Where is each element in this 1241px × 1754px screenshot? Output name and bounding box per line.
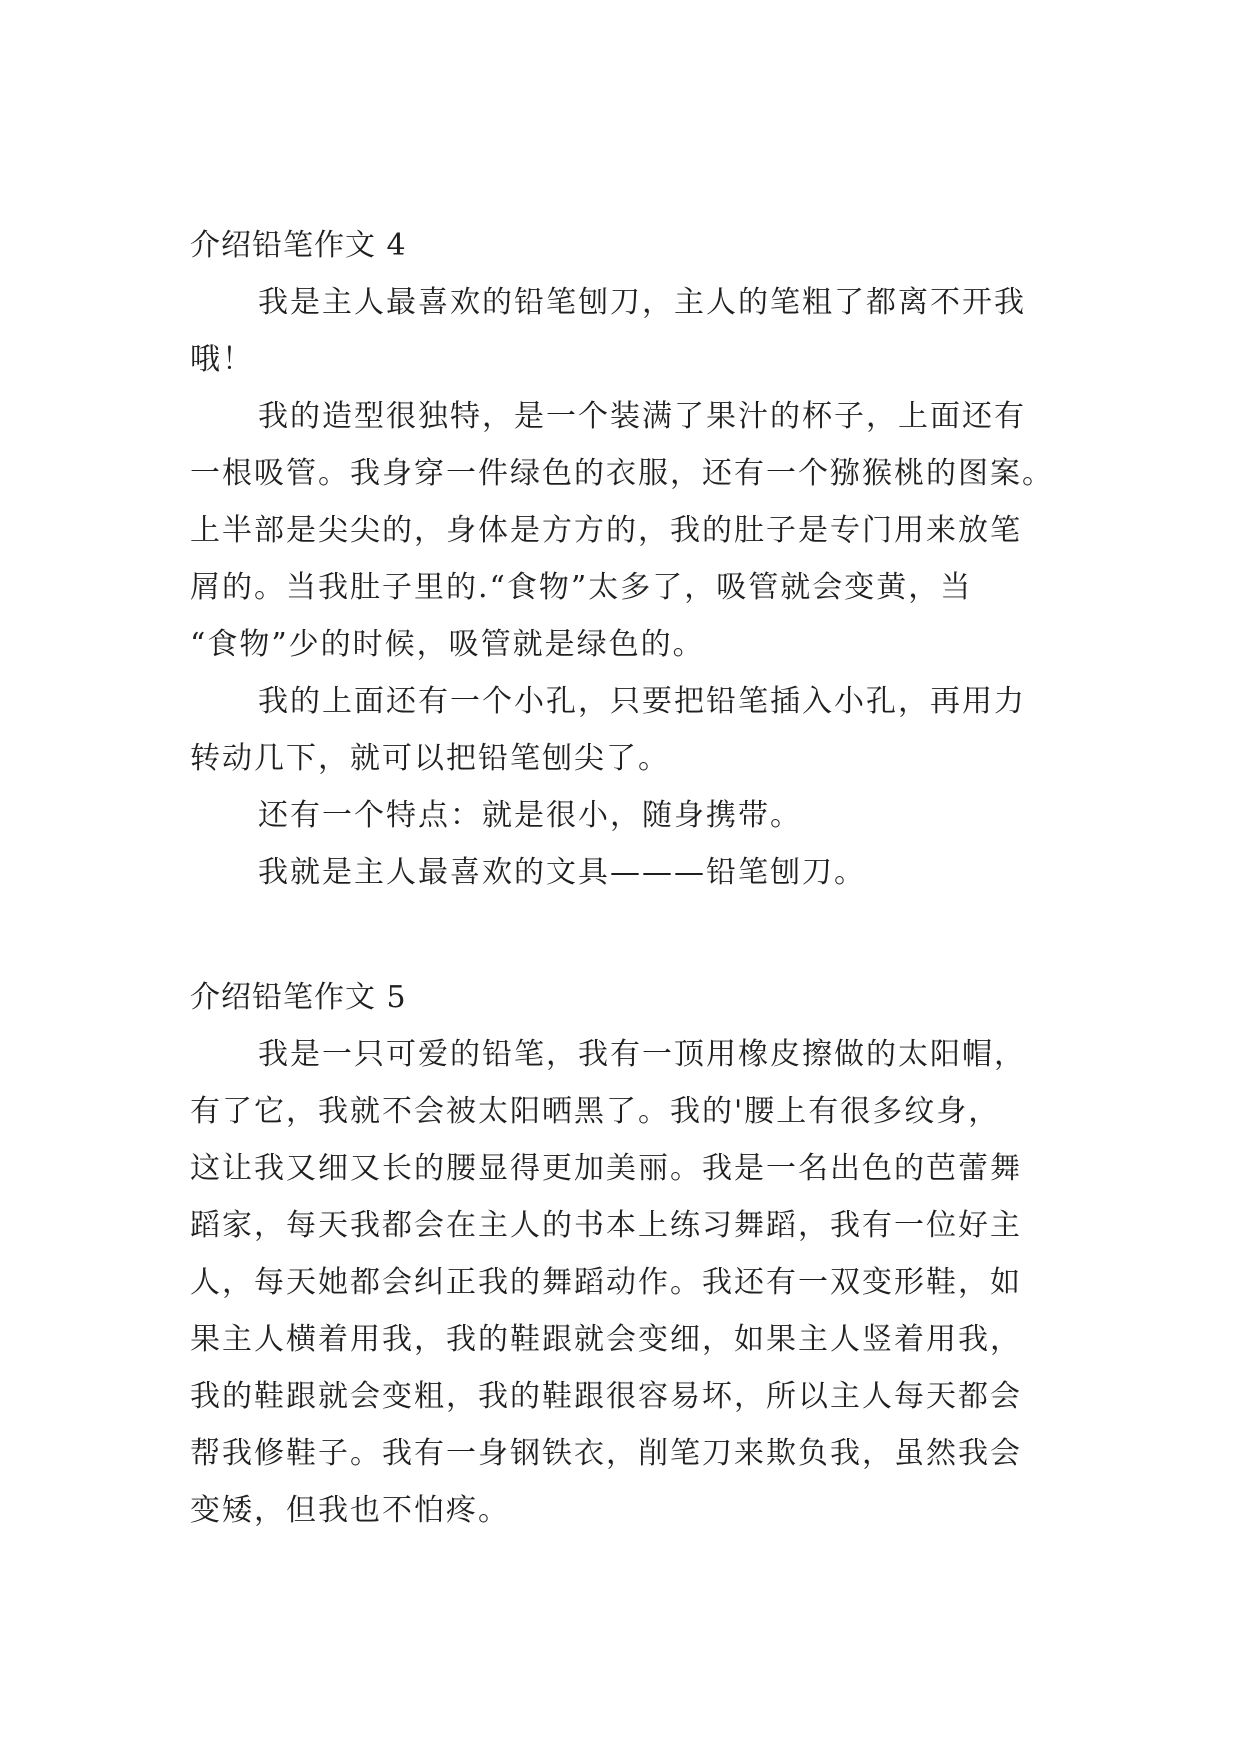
paragraph-line: 果主人横着用我，我的鞋跟就会变细，如果主人竖着用我， xyxy=(190,1322,1022,1357)
paragraph-line: 一根吸管。我身穿一件绿色的衣服，还有一个猕猴桃的图案。 xyxy=(190,456,1054,491)
paragraph-line: 上半部是尖尖的，身体是方方的，我的肚子是专门用来放笔 xyxy=(190,513,1022,548)
paragraph-line: 我是主人最喜欢的铅笔刨刀，主人的笔粗了都离不开我 xyxy=(258,285,1026,320)
paragraph-line: 哦！ xyxy=(190,342,254,377)
paragraph-line: 转动几下，就可以把铅笔刨尖了。 xyxy=(190,741,670,776)
paragraph-line: 人，每天她都会纠正我的舞蹈动作。我还有一双变形鞋，如 xyxy=(190,1265,1022,1300)
paragraph-line: 我的鞋跟就会变粗，我的鞋跟很容易坏，所以主人每天都会 xyxy=(190,1379,1022,1414)
paragraph-line: 有了它，我就不会被太阳晒黑了。我的'腰上有很多纹身， xyxy=(190,1094,1001,1129)
paragraph-line: 我的造型很独特，是一个装满了果汁的杯子，上面还有 xyxy=(258,399,1026,434)
paragraph-line: 我是一只可爱的铅笔，我有一顶用橡皮擦做的太阳帽， xyxy=(258,1037,1026,1072)
section-4-title: 介绍铅笔作文 4 xyxy=(190,228,407,263)
paragraph-line: 屑的。当我肚子里的.“食物”太多了，吸管就会变黄，当 xyxy=(190,570,973,605)
paragraph-line: 变矮，但我也不怕疼。 xyxy=(190,1493,510,1528)
paragraph-line: 这让我又细又长的腰显得更加美丽。我是一名出色的芭蕾舞 xyxy=(190,1151,1022,1186)
paragraph-line: 我就是主人最喜欢的文具———铅笔刨刀。 xyxy=(258,855,866,890)
paragraph-line: 我的上面还有一个小孔，只要把铅笔插入小孔，再用力 xyxy=(258,684,1026,719)
paragraph-line: 帮我修鞋子。我有一身钢铁衣，削笔刀来欺负我，虽然我会 xyxy=(190,1436,1022,1471)
paragraph-line: “食物”少的时候，吸管就是绿色的。 xyxy=(190,627,705,662)
section-5-title: 介绍铅笔作文 5 xyxy=(190,980,407,1015)
paragraph-line: 还有一个特点：就是很小，随身携带。 xyxy=(258,798,802,833)
paragraph-line: 蹈家，每天我都会在主人的书本上练习舞蹈，我有一位好主 xyxy=(190,1208,1022,1243)
